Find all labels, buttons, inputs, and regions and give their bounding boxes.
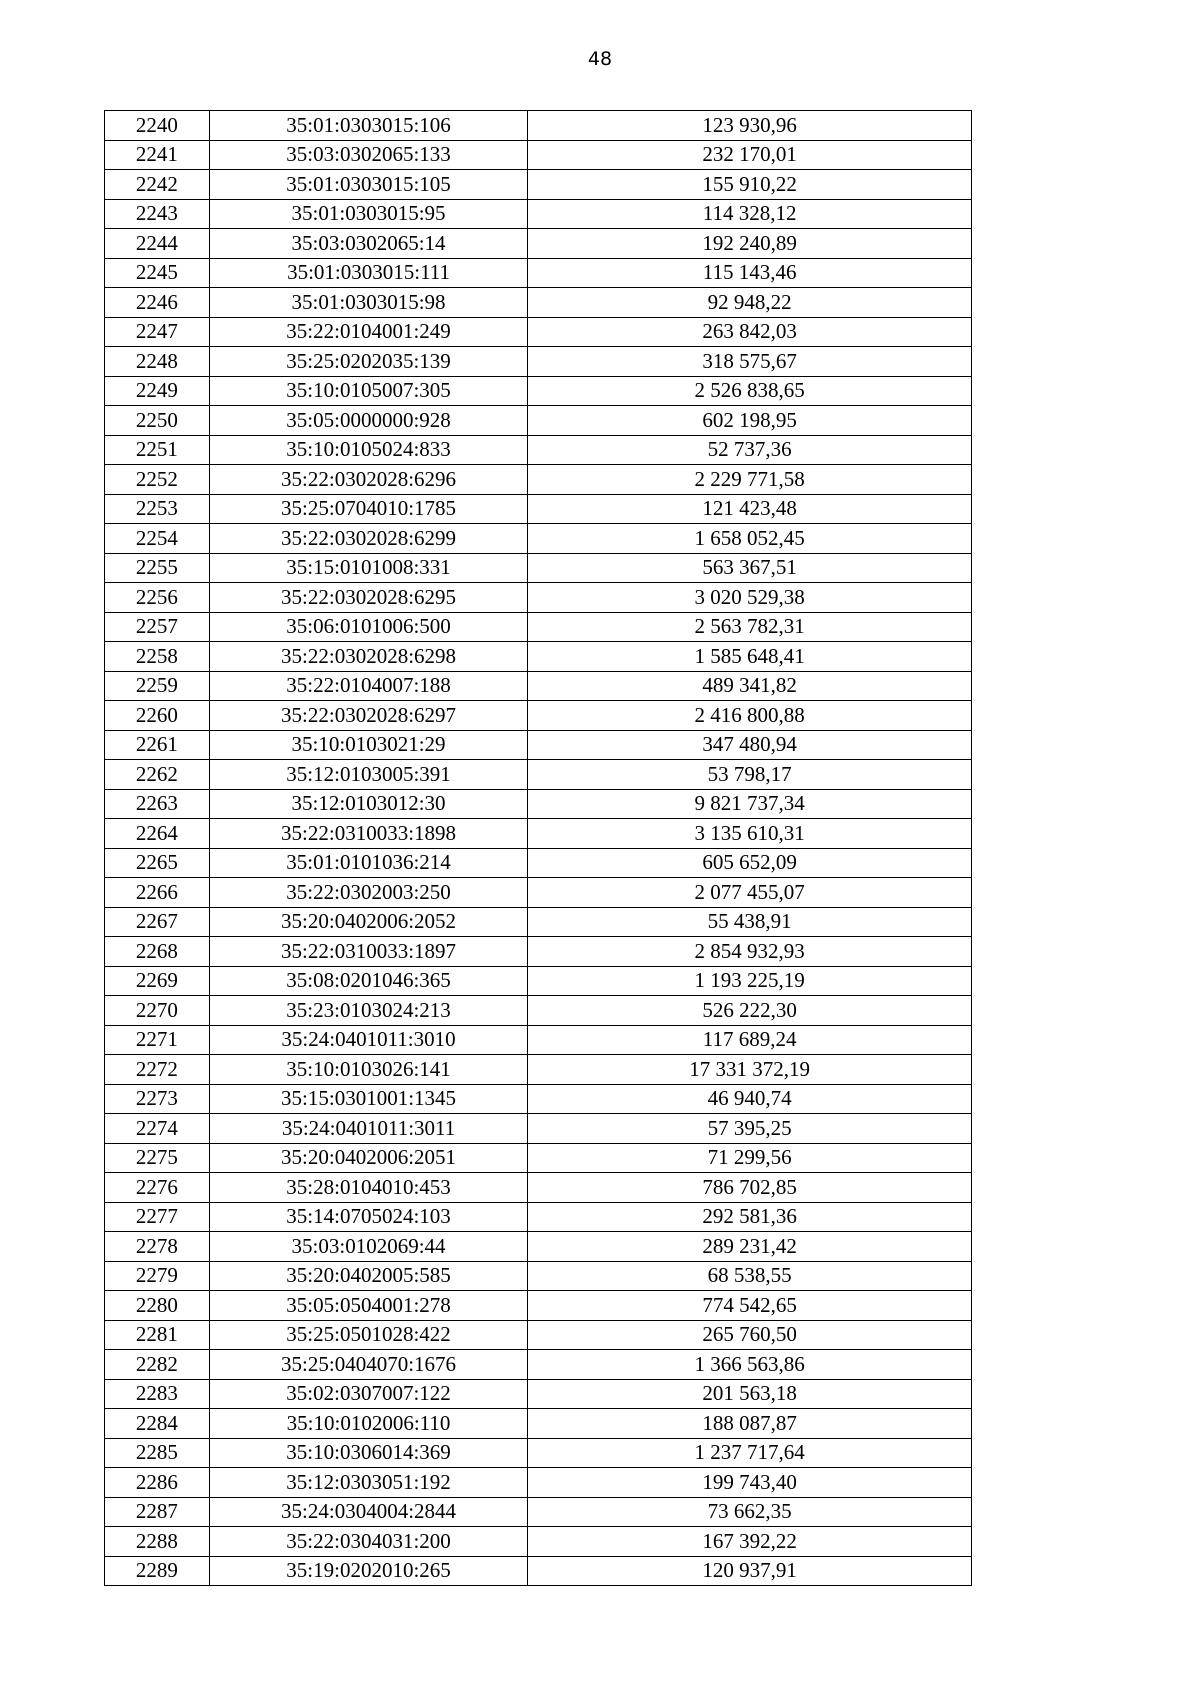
table-row — [105, 789, 972, 819]
cadastral-number-cell: 35:12:0303051:192 — [209, 1468, 528, 1498]
cadastral-value-cell: 53 798,17 — [528, 760, 972, 790]
row-number-cell: 2266 — [105, 878, 210, 908]
cadastral-value-cell: 3 020 529,38 — [528, 583, 972, 613]
cadastral-value-cell: 114 328,12 — [528, 199, 972, 229]
table-row — [105, 819, 972, 849]
row-number-cell: 2288 — [105, 1527, 210, 1557]
cadastral-value-cell: 3 135 610,31 — [528, 819, 972, 849]
cadastral-value-cell: 167 392,22 — [528, 1527, 972, 1557]
table-row — [105, 465, 972, 495]
cadastral-value-cell: 1 193 225,19 — [528, 966, 972, 996]
cadastral-number-cell: 35:25:0404070:1676 — [209, 1350, 528, 1380]
table-row — [105, 229, 972, 259]
row-number-cell: 2286 — [105, 1468, 210, 1498]
cadastral-value-cell: 52 737,36 — [528, 435, 972, 465]
table-row — [105, 406, 972, 436]
cadastral-value-cell: 602 198,95 — [528, 406, 972, 436]
cadastral-value-cell: 774 542,65 — [528, 1291, 972, 1321]
row-number-cell: 2243 — [105, 199, 210, 229]
table-row — [105, 1143, 972, 1173]
row-number-cell: 2267 — [105, 907, 210, 937]
cadastral-value-cell: 2 416 800,88 — [528, 701, 972, 731]
row-number-cell: 2255 — [105, 553, 210, 583]
row-number-cell: 2261 — [105, 730, 210, 760]
cadastral-number-cell: 35:22:0302028:6298 — [209, 642, 528, 672]
cadastral-value-cell: 347 480,94 — [528, 730, 972, 760]
row-number-cell: 2271 — [105, 1025, 210, 1055]
row-number-cell: 2253 — [105, 494, 210, 524]
table-row — [105, 199, 972, 229]
table-row — [105, 1527, 972, 1557]
row-number-cell: 2269 — [105, 966, 210, 996]
table-row — [105, 376, 972, 406]
table-row — [105, 848, 972, 878]
table-row — [105, 1173, 972, 1203]
row-number-cell: 2281 — [105, 1320, 210, 1350]
cadastral-value-cell: 192 240,89 — [528, 229, 972, 259]
table-row — [105, 1497, 972, 1527]
cadastral-number-cell: 35:10:0102006:110 — [209, 1409, 528, 1439]
cadastral-number-cell: 35:12:0103005:391 — [209, 760, 528, 790]
table-row — [105, 1232, 972, 1262]
row-number-cell: 2252 — [105, 465, 210, 495]
table-body — [105, 111, 972, 1586]
table-row — [105, 170, 972, 200]
table-row — [105, 553, 972, 583]
table-row — [105, 1379, 972, 1409]
cadastral-value-cell: 265 760,50 — [528, 1320, 972, 1350]
cadastral-number-cell: 35:15:0101008:331 — [209, 553, 528, 583]
table-row — [105, 317, 972, 347]
cadastral-number-cell: 35:03:0302065:14 — [209, 229, 528, 259]
cadastral-number-cell: 35:25:0704010:1785 — [209, 494, 528, 524]
cadastral-value-table — [104, 110, 972, 1586]
cadastral-number-cell: 35:22:0104001:249 — [209, 317, 528, 347]
row-number-cell: 2282 — [105, 1350, 210, 1380]
cadastral-number-cell: 35:22:0302028:6295 — [209, 583, 528, 613]
table-row — [105, 760, 972, 790]
cadastral-number-cell: 35:22:0302003:250 — [209, 878, 528, 908]
table-row — [105, 1468, 972, 1498]
cadastral-number-cell: 35:24:0304004:2844 — [209, 1497, 528, 1527]
cadastral-value-cell: 1 658 052,45 — [528, 524, 972, 554]
cadastral-number-cell: 35:01:0303015:106 — [209, 111, 528, 141]
cadastral-number-cell: 35:25:0202035:139 — [209, 347, 528, 377]
cadastral-value-cell: 2 854 932,93 — [528, 937, 972, 967]
table-row — [105, 140, 972, 170]
cadastral-value-cell: 201 563,18 — [528, 1379, 972, 1409]
cadastral-value-cell: 2 526 838,65 — [528, 376, 972, 406]
row-number-cell: 2279 — [105, 1261, 210, 1291]
table-row — [105, 1556, 972, 1586]
table-row — [105, 612, 972, 642]
table-row — [105, 1409, 972, 1439]
cadastral-number-cell: 35:24:0401011:3010 — [209, 1025, 528, 1055]
cadastral-value-cell: 489 341,82 — [528, 671, 972, 701]
cadastral-number-cell: 35:22:0302028:6299 — [209, 524, 528, 554]
cadastral-number-cell: 35:20:0402006:2052 — [209, 907, 528, 937]
row-number-cell: 2264 — [105, 819, 210, 849]
cadastral-value-cell: 292 581,36 — [528, 1202, 972, 1232]
cadastral-number-cell: 35:10:0105024:833 — [209, 435, 528, 465]
table-row — [105, 258, 972, 288]
cadastral-number-cell: 35:19:0202010:265 — [209, 1556, 528, 1586]
table-row — [105, 730, 972, 760]
row-number-cell: 2289 — [105, 1556, 210, 1586]
cadastral-value-cell: 318 575,67 — [528, 347, 972, 377]
table-row — [105, 1084, 972, 1114]
cadastral-number-cell: 35:01:0303015:98 — [209, 288, 528, 318]
cadastral-number-cell: 35:05:0504001:278 — [209, 1291, 528, 1321]
table-row — [105, 642, 972, 672]
table-row — [105, 111, 972, 141]
cadastral-number-cell: 35:10:0103026:141 — [209, 1055, 528, 1085]
cadastral-value-cell: 199 743,40 — [528, 1468, 972, 1498]
row-number-cell: 2275 — [105, 1143, 210, 1173]
row-number-cell: 2259 — [105, 671, 210, 701]
cadastral-number-cell: 35:14:0705024:103 — [209, 1202, 528, 1232]
cadastral-number-cell: 35:22:0302028:6296 — [209, 465, 528, 495]
row-number-cell: 2247 — [105, 317, 210, 347]
row-number-cell: 2244 — [105, 229, 210, 259]
row-number-cell: 2262 — [105, 760, 210, 790]
table-row — [105, 494, 972, 524]
table-row — [105, 671, 972, 701]
cadastral-value-cell: 121 423,48 — [528, 494, 972, 524]
cadastral-value-cell: 71 299,56 — [528, 1143, 972, 1173]
cadastral-value-cell: 2 563 782,31 — [528, 612, 972, 642]
table-row — [105, 1202, 972, 1232]
cadastral-value-cell: 786 702,85 — [528, 1173, 972, 1203]
row-number-cell: 2250 — [105, 406, 210, 436]
table-row — [105, 1350, 972, 1380]
row-number-cell: 2242 — [105, 170, 210, 200]
cadastral-value-cell: 92 948,22 — [528, 288, 972, 318]
cadastral-number-cell: 35:02:0307007:122 — [209, 1379, 528, 1409]
row-number-cell: 2273 — [105, 1084, 210, 1114]
cadastral-number-cell: 35:25:0501028:422 — [209, 1320, 528, 1350]
cadastral-number-cell: 35:22:0104007:188 — [209, 671, 528, 701]
cadastral-number-cell: 35:15:0301001:1345 — [209, 1084, 528, 1114]
table-row — [105, 1438, 972, 1468]
cadastral-number-cell: 35:22:0304031:200 — [209, 1527, 528, 1557]
table-row — [105, 907, 972, 937]
cadastral-number-cell: 35:12:0103012:30 — [209, 789, 528, 819]
cadastral-number-cell: 35:10:0306014:369 — [209, 1438, 528, 1468]
table-row — [105, 1055, 972, 1085]
cadastral-value-cell: 232 170,01 — [528, 140, 972, 170]
cadastral-value-cell: 68 538,55 — [528, 1261, 972, 1291]
cadastral-value-cell: 73 662,35 — [528, 1497, 972, 1527]
cadastral-number-cell: 35:01:0303015:105 — [209, 170, 528, 200]
cadastral-value-cell: 17 331 372,19 — [528, 1055, 972, 1085]
cadastral-number-cell: 35:01:0101036:214 — [209, 848, 528, 878]
row-number-cell: 2285 — [105, 1438, 210, 1468]
cadastral-value-cell: 115 143,46 — [528, 258, 972, 288]
cadastral-value-cell: 123 930,96 — [528, 111, 972, 141]
row-number-cell: 2277 — [105, 1202, 210, 1232]
row-number-cell: 2268 — [105, 937, 210, 967]
cadastral-number-cell: 35:22:0310033:1898 — [209, 819, 528, 849]
cadastral-value-cell: 120 937,91 — [528, 1556, 972, 1586]
table-row — [105, 1025, 972, 1055]
table-row — [105, 524, 972, 554]
cadastral-number-cell: 35:01:0303015:111 — [209, 258, 528, 288]
cadastral-number-cell: 35:08:0201046:365 — [209, 966, 528, 996]
cadastral-value-cell: 1 585 648,41 — [528, 642, 972, 672]
row-number-cell: 2256 — [105, 583, 210, 613]
cadastral-value-cell: 2 077 455,07 — [528, 878, 972, 908]
table-row — [105, 1320, 972, 1350]
cadastral-value-cell: 188 087,87 — [528, 1409, 972, 1439]
cadastral-number-cell: 35:20:0402005:585 — [209, 1261, 528, 1291]
table-row — [105, 996, 972, 1026]
table-row — [105, 1114, 972, 1144]
cadastral-number-cell: 35:23:0103024:213 — [209, 996, 528, 1026]
table-row — [105, 583, 972, 613]
cadastral-number-cell: 35:24:0401011:3011 — [209, 1114, 528, 1144]
cadastral-number-cell: 35:03:0302065:133 — [209, 140, 528, 170]
cadastral-number-cell: 35:22:0310033:1897 — [209, 937, 528, 967]
row-number-cell: 2245 — [105, 258, 210, 288]
row-number-cell: 2283 — [105, 1379, 210, 1409]
cadastral-value-cell: 289 231,42 — [528, 1232, 972, 1262]
row-number-cell: 2276 — [105, 1173, 210, 1203]
cadastral-value-cell: 57 395,25 — [528, 1114, 972, 1144]
table-row — [105, 966, 972, 996]
cadastral-value-cell: 46 940,74 — [528, 1084, 972, 1114]
table-row — [105, 701, 972, 731]
cadastral-value-cell: 117 689,24 — [528, 1025, 972, 1055]
cadastral-value-cell: 155 910,22 — [528, 170, 972, 200]
row-number-cell: 2241 — [105, 140, 210, 170]
row-number-cell: 2265 — [105, 848, 210, 878]
row-number-cell: 2251 — [105, 435, 210, 465]
row-number-cell: 2278 — [105, 1232, 210, 1262]
cadastral-number-cell: 35:22:0302028:6297 — [209, 701, 528, 731]
cadastral-number-cell: 35:20:0402006:2051 — [209, 1143, 528, 1173]
cadastral-value-cell: 563 367,51 — [528, 553, 972, 583]
table-row — [105, 347, 972, 377]
table-row — [105, 1261, 972, 1291]
table-row — [105, 288, 972, 318]
row-number-cell: 2280 — [105, 1291, 210, 1321]
cadastral-value-cell: 1 366 563,86 — [528, 1350, 972, 1380]
row-number-cell: 2257 — [105, 612, 210, 642]
cadastral-number-cell: 35:10:0103021:29 — [209, 730, 528, 760]
row-number-cell: 2246 — [105, 288, 210, 318]
row-number-cell: 2263 — [105, 789, 210, 819]
page-number: 48 — [587, 48, 613, 70]
row-number-cell: 2287 — [105, 1497, 210, 1527]
table-row — [105, 435, 972, 465]
table-row — [105, 937, 972, 967]
cadastral-value-cell: 2 229 771,58 — [528, 465, 972, 495]
cadastral-number-cell: 35:10:0105007:305 — [209, 376, 528, 406]
row-number-cell: 2249 — [105, 376, 210, 406]
table-row — [105, 878, 972, 908]
cadastral-number-cell: 35:06:0101006:500 — [209, 612, 528, 642]
cadastral-number-cell: 35:01:0303015:95 — [209, 199, 528, 229]
row-number-cell: 2260 — [105, 701, 210, 731]
row-number-cell: 2274 — [105, 1114, 210, 1144]
cadastral-value-cell: 263 842,03 — [528, 317, 972, 347]
cadastral-value-cell: 9 821 737,34 — [528, 789, 972, 819]
cadastral-value-cell: 1 237 717,64 — [528, 1438, 972, 1468]
table-row — [105, 1291, 972, 1321]
row-number-cell: 2248 — [105, 347, 210, 377]
cadastral-value-cell: 526 222,30 — [528, 996, 972, 1026]
row-number-cell: 2270 — [105, 996, 210, 1026]
row-number-cell: 2284 — [105, 1409, 210, 1439]
row-number-cell: 2240 — [105, 111, 210, 141]
cadastral-number-cell: 35:28:0104010:453 — [209, 1173, 528, 1203]
row-number-cell: 2258 — [105, 642, 210, 672]
cadastral-value-cell: 605 652,09 — [528, 848, 972, 878]
cadastral-value-cell: 55 438,91 — [528, 907, 972, 937]
row-number-cell: 2272 — [105, 1055, 210, 1085]
cadastral-number-cell: 35:05:0000000:928 — [209, 406, 528, 436]
row-number-cell: 2254 — [105, 524, 210, 554]
cadastral-number-cell: 35:03:0102069:44 — [209, 1232, 528, 1262]
